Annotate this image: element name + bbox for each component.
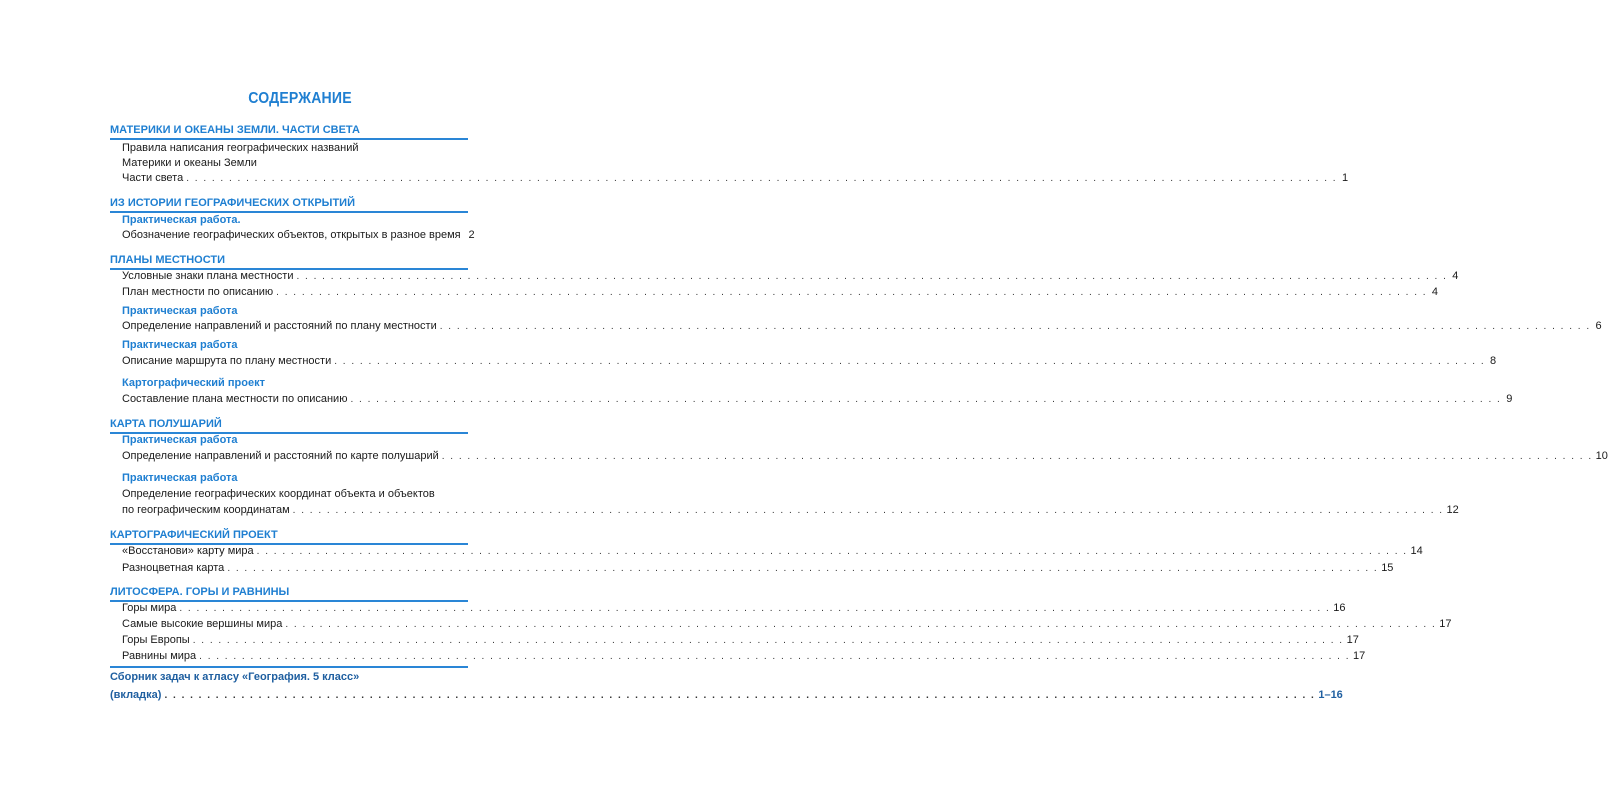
subheading-cartographic-project: Картографический проект <box>122 377 265 389</box>
toc-entry-label: Условные знаки плана местности <box>122 270 294 282</box>
dot-leader <box>297 271 1448 282</box>
dot-leader <box>285 619 1436 630</box>
dot-leader <box>199 651 1350 662</box>
section-heading-lithosphere: ЛИТОСФЕРА. ГОРЫ И РАВНИНЫ <box>110 586 290 598</box>
dot-leader <box>193 635 1344 646</box>
toc-entry-parts-of-world[interactable] <box>122 172 1349 184</box>
section-heading-hemispheres-map: КАРТА ПОЛУШАРИЙ <box>110 418 222 430</box>
toc-entry-naming-rules: Правила написания географических названий <box>122 142 359 154</box>
section-heading-cartographic-project: КАРТОГРАФИЧЕСКИЙ ПРОЕКТ <box>110 529 278 541</box>
toc-entry-label: Разноцветная карта <box>122 562 225 574</box>
page-number: 1 <box>1341 172 1349 184</box>
toc-entry-label: Определение направлений и расстояний по плану местности <box>122 320 437 332</box>
toc-entry-task-collection: Сборник задач к атласу «География. 5 класс» <box>110 671 360 683</box>
section-divider <box>110 138 468 140</box>
toc-entry-label: Части света <box>122 172 184 184</box>
subheading-practical-work: Практическая работа <box>122 339 238 351</box>
toc-entry-europe-mountains[interactable] <box>122 634 1359 646</box>
dot-leader <box>440 321 1591 332</box>
toc-entry-label: План местности по описанию <box>122 286 274 298</box>
toc-entry-route-description[interactable] <box>122 355 1497 367</box>
subheading-practical-work: Практическая работа. <box>122 214 241 226</box>
toc-entry-directions-hemispheres[interactable] <box>122 450 1608 462</box>
dot-leader <box>227 563 1378 574</box>
page-number: 1–16 <box>1318 689 1343 701</box>
toc-entry-plan-by-description[interactable] <box>122 286 1439 298</box>
dot-leader <box>186 173 1337 184</box>
page-number: 12 <box>1446 504 1459 516</box>
page-number: 16 <box>1333 602 1346 614</box>
toc-entry-restore-map[interactable] <box>122 545 1423 557</box>
page-number: 9 <box>1506 393 1513 405</box>
toc-entry-compose-plan[interactable] <box>122 393 1513 405</box>
toc-entry-insert[interactable] <box>110 689 1343 701</box>
dot-leader <box>276 287 1427 298</box>
toc-entry-world-plains[interactable] <box>122 650 1366 662</box>
section-heading-continents: МАТЕРИКИ И ОКЕАНЫ ЗЕМЛИ. ЧАСТИ СВЕТА <box>110 124 360 136</box>
toc-entry-discovered-objects[interactable] <box>122 229 475 241</box>
page-number: 17 <box>1346 634 1359 646</box>
dot-leader <box>179 603 1330 614</box>
page-title: СОДЕРЖАНИЕ <box>248 90 352 107</box>
page-number: 6 <box>1595 320 1602 332</box>
page-number: 8 <box>1489 355 1497 367</box>
page-number: 2 <box>468 229 475 241</box>
toc-entry-label: Горы мира <box>122 602 177 614</box>
toc-entry-label: (вкладка) <box>110 689 162 701</box>
toc-entry-continents-oceans: Материки и океаны Земли <box>122 157 257 169</box>
section-heading-terrain-plans: ПЛАНЫ МЕСТНОСТИ <box>110 254 226 266</box>
toc-entry-colorful-map[interactable] <box>122 562 1394 574</box>
toc-entry-label: Определение направлений и расстояний по карте полушарий <box>122 450 439 462</box>
subheading-practical-work: Практическая работа <box>122 472 238 484</box>
page-number: 17 <box>1439 618 1452 630</box>
dot-leader <box>350 394 1501 405</box>
toc-entry-coordinates-part2[interactable] <box>122 504 1459 516</box>
dot-leader <box>442 451 1593 462</box>
toc-entry-label: Составление плана местности по описанию <box>122 393 348 405</box>
page-number: 4 <box>1431 286 1439 298</box>
toc-entry-label: Равнины мира <box>122 650 197 662</box>
toc-entry-label: «Восстанови» карту мира <box>122 545 254 557</box>
toc-entry-label: Описание маршрута по плану местности <box>122 355 332 367</box>
toc-entry-legend-symbols[interactable] <box>122 270 1459 282</box>
subheading-practical-work: Практическая работа <box>122 434 238 446</box>
page-number: 4 <box>1452 270 1459 282</box>
dot-leader <box>334 356 1485 367</box>
dot-leader <box>293 505 1444 516</box>
page-number: 10 <box>1595 450 1608 462</box>
section-divider <box>110 211 468 213</box>
page-number: 14 <box>1410 545 1423 557</box>
section-heading-discoveries: ИЗ ИСТОРИИ ГЕОГРАФИЧЕСКИХ ОТКРЫТИЙ <box>110 197 355 209</box>
page-number: 17 <box>1353 650 1366 662</box>
toc-entry-label: Обозначение географических объектов, открытых в разное время <box>122 229 461 241</box>
dot-leader <box>164 690 1315 701</box>
toc-entry-coordinates-part1: Определение географических координат объекта и объектов <box>122 488 435 500</box>
subheading-practical-work: Практическая работа <box>122 305 238 317</box>
toc-entry-label: по географическим координатам <box>122 504 290 516</box>
toc-entry-highest-peaks[interactable] <box>122 618 1452 630</box>
dot-leader <box>257 546 1408 557</box>
toc-entry-label: Горы Европы <box>122 634 190 646</box>
page-number: 15 <box>1381 562 1394 574</box>
toc-entry-directions-on-plan[interactable] <box>122 320 1602 332</box>
toc-entry-world-mountains[interactable] <box>122 602 1346 614</box>
toc-entry-label: Самые высокие вершины мира <box>122 618 283 630</box>
section-divider <box>110 666 468 668</box>
